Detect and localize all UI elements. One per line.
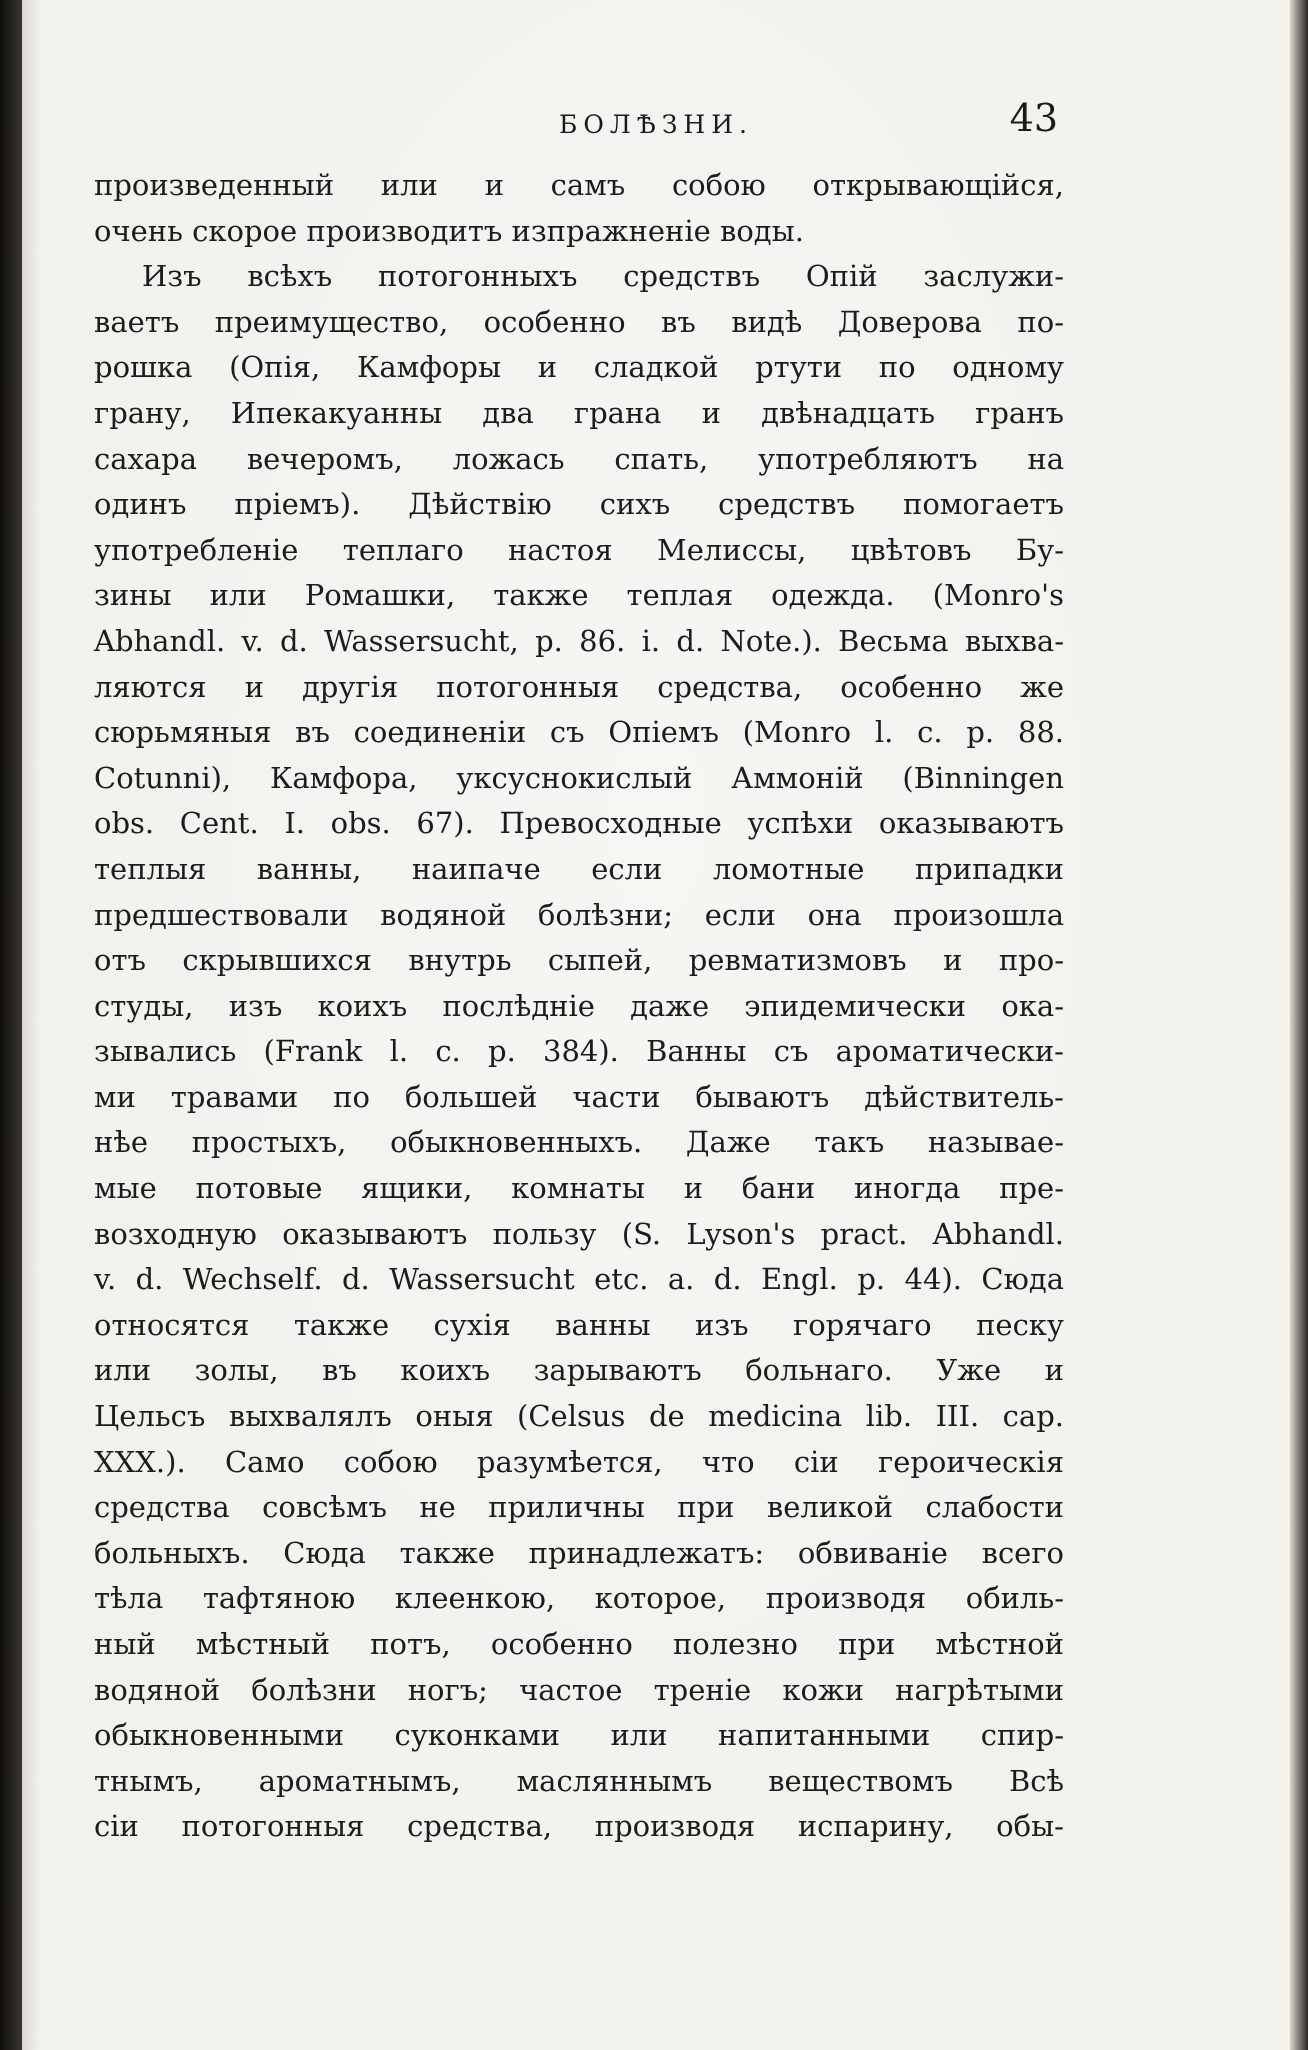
binding-edge	[0, 0, 22, 2050]
text-line: средства совсѣмъ не приличны при великой слабости	[94, 1490, 1064, 1525]
text-line: рошка (Опія, Камфоры и сладкой ртути по одному	[94, 350, 1064, 385]
text-line: тнымъ, ароматнымъ, масляннымъ веществомъ Всѣ	[94, 1763, 1064, 1798]
text-line: v. d. Wechself. d. Wassersucht etc. a. d. Engl. p. 44). Сюда	[94, 1262, 1064, 1297]
text-line: или золы, въ коихъ зарываютъ больнаго. Уже и	[94, 1353, 1064, 1388]
text-line: ваетъ преимущество, особенно въ видѣ Доверова по-	[94, 304, 1064, 339]
text-line: употребленіе теплаго настоя Мелиссы, цвѣтовъ Бу-	[94, 532, 1064, 567]
text-line: зины или Ромашки, также теплая одежда. (Monro's	[94, 578, 1064, 613]
text-line: студы, изъ коихъ послѣдніе даже эпидемически ока-	[94, 988, 1064, 1023]
text-line: относятся также сухія ванны изъ горячаго песку	[94, 1307, 1064, 1342]
text-line: нѣе простыхъ, обыкновенныхъ. Даже такъ называе-	[94, 1125, 1064, 1160]
text-line: очень скорое производитъ изпражненіе воды.	[94, 213, 804, 248]
text-line: сахара вечеромъ, ложась спать, употребляютъ на	[94, 441, 1064, 476]
text-line: грану, Ипекакуанны два грана и двѣнадцать гранъ	[94, 395, 1064, 430]
text-line: Abhandl. v. d. Wassersucht, p. 86. i. d. Note.). Весьма выхва-	[94, 623, 1064, 658]
text-line: водяной болѣзни ногъ; частое треніе кожи нагрѣтыми	[94, 1672, 1064, 1707]
text-line: тѣла тафтяною клеенкою, которое, производя обиль-	[94, 1581, 1064, 1616]
running-head: БОЛѢЗНИ.	[559, 110, 753, 139]
text-line: теплыя ванны, наипаче если ломотные припадки	[94, 851, 1064, 886]
text-line: мые потовые ящики, комнаты и бани иногда пре-	[94, 1171, 1064, 1206]
text-line: возходную оказываютъ пользу (S. Lyson's pract. Abhandl.	[94, 1216, 1064, 1251]
text-line: обыкновенными суконками или напитанными спир-	[94, 1718, 1064, 1753]
text-line: одинъ пріемъ). Дѣйствію сихъ средствъ помогаетъ	[94, 487, 1064, 522]
body-text	[94, 163, 1064, 1850]
book-page	[22, 0, 1290, 2050]
text-line: сіи потогонныя средства, производя испарину, обы-	[94, 1809, 1064, 1844]
text-line: зывались (Frank l. c. p. 384). Ванны съ ароматически-	[94, 1034, 1064, 1069]
text-line: произведенный или и самъ собою открывающійся,	[94, 168, 1064, 202]
text-line: отъ скрывшихся внутрь сыпей, ревматизмовъ и про-	[94, 943, 1064, 978]
text-line: obs. Cent. I. obs. 67). Превосходные успѣхи оказываютъ	[94, 806, 1064, 841]
text-line: предшествовали водяной болѣзни; если она произошла	[94, 897, 1064, 932]
text-line: ляются и другія потогонныя средства, особенно же	[94, 669, 1064, 704]
text-line: ный мѣстный потъ, особенно полезно при мѣстной	[94, 1627, 1064, 1661]
page-number: 43	[1009, 96, 1058, 140]
text-line: ми травами по большей части бываютъ дѣйствитель-	[94, 1079, 1064, 1114]
text-line: Изъ всѣхъ потогонныхъ средствъ Опій заслужи-	[142, 259, 1064, 294]
text-line: Цельсъ выхвалялъ оныя (Celsus de medicina lib. III. cap.	[94, 1399, 1064, 1434]
text-line: Cotunni), Камфора, уксуснокислый Аммоній (Binningen	[94, 760, 1064, 795]
text-line: сюрьмяныя въ соединеніи съ Опіемъ (Monro l. c. p. 88.	[94, 715, 1064, 750]
text-line: больныхъ. Сюда также принадлежатъ: обвиваніе всего	[94, 1535, 1064, 1570]
page-edge	[1290, 0, 1308, 2050]
text-line: XXX.). Само собою разумѣется, что сіи героическія	[94, 1444, 1064, 1479]
